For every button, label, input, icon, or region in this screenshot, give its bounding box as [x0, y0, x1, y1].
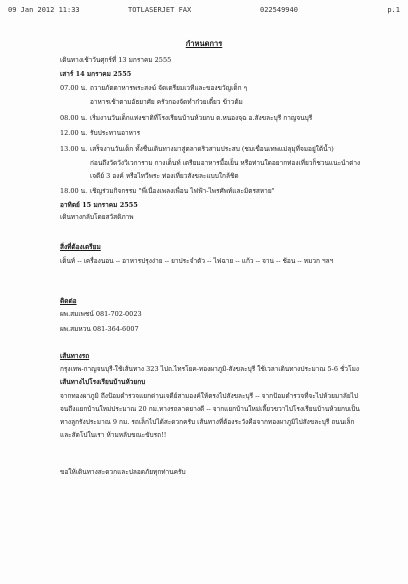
- fax-page: p.1: [387, 6, 400, 14]
- route-heading: เส้นทางรถ: [60, 352, 90, 360]
- fax-number: 022549940: [260, 6, 298, 14]
- schedule-text: เจดีย์ 3 องค์ หรือไทวีพระ ท่องเที่ยวสังขละแบบใกล้ชิด: [90, 172, 239, 180]
- schedule-text: อาหารเช้าตามอัธยาศัย ครัวกองจัดทำก๋วยเตี๋ยว ข้าวต้ม: [90, 98, 243, 106]
- fax-sender: TOTLASERJET FAX: [128, 6, 192, 14]
- route-subheading: เส้นทางไปโรงเรียนบ้านห้วยกบ: [60, 378, 146, 386]
- day2-text: เดินทางกลับโดยสวัสดิภาพ: [60, 213, 134, 221]
- contact-line: ผพ.สมเพชน์ 081-702-0023: [60, 310, 142, 318]
- fax-header: [8, 6, 400, 16]
- schedule-text: เริ่มงานวันเด็กแห่งชาติที่โรงเรียนบ้านห้วยกบ ต.หนองจฺฉ อ.สังขละบุรี กาญจนบุรี: [90, 114, 313, 122]
- day2-heading: อาทิตย์ 15 มกราคม 2555: [60, 201, 138, 209]
- departure-line: เดินทางเช้าวันศุกร์ที่ 13 มกราคม 2555: [60, 56, 172, 64]
- schedule-time: 07.00 น.: [60, 84, 88, 92]
- schedule-text: รับประทานอาหาร: [90, 129, 141, 137]
- schedule-text: เสร็จงานวันเด็ก ทั้งชื่นเดินทางมาสู่ตลาดริวสามประสบ (ชมเขื่อนเทพแม่ลุมุที่จมอยู่ใต้น้ำ): [90, 145, 334, 153]
- schedule-text: เชิญร่วมกิจกรรม "พี่เนื่องเพลงเพื่อน ไฟฟ้า-ไพรศัพท์และมิตรสหาย": [90, 187, 275, 195]
- schedule-time: 12.00 น.: [60, 129, 88, 137]
- schedule-text: ก่อนถึงวัดวังวิเวการาม กางเต็นท์ เตรียมอาหารมื้อเย็น หรือท่านใดอยากท่องเที่ยวก็ชวนแนะนำต่าง: [90, 159, 361, 167]
- schedule-time: 18.00 น.: [60, 187, 88, 195]
- route-line: กรุงเทพ-กาญจนบุรี-ใช้เส้นทาง 323 ไปถ.ไทรโยค-ทองผาภูมิ-สังขละบุรี ใช้เวลาเดินทางประมาณ 5-6 ชั่วโมง: [60, 365, 360, 373]
- contact-line: ผพ.สมหวน 081-364-6007: [60, 325, 139, 333]
- schedule-time: 13.00 น.: [60, 145, 88, 153]
- day1-heading: เสาร์ 14 มกราคม 2555: [60, 70, 132, 78]
- contact-heading: ติดต่อ: [60, 297, 77, 305]
- document-title: กำหนดการ: [185, 39, 223, 48]
- prepare-heading: สิ่งที่ต้องเตรียม: [60, 243, 101, 251]
- prepare-text: เต็นท์ -- เครื่องนอน -- อาหารปรุงง่าย -- ยาประจำตัว -- ไฟฉาย -- แก้ว -- จาน -- ช้อน -- หมวก ฯลฯ: [60, 257, 334, 265]
- route-paragraph-line: จากทองผาภูมิ ถึงป้อมตำรวจแยกด่านเจดีย์สามองค์ให้ตรงไปสังขละบุรี -- จากป้อมตำรวจที่จะไปห้วยมาลัยไป: [60, 392, 359, 400]
- route-paragraph-line: ทางลูกรังประมาณ 9 กม. รถเล็กไปได้สะดวกครับ เส้นทางที่ต้องระวังคือจากทองผาภูมิไปสังขละบุรี ถนนเล็ก: [60, 418, 355, 426]
- schedule-text: ถวายภัตตาหารพระสงฆ์ จัดเตรียมเวทีและของขวัญเด็ก ๆ: [90, 84, 248, 92]
- route-paragraph-line: จนถึงแยกบ้านใหม่ประมาณ 20 กม.ทางรถลาดยางดี -- จากแยกบ้านใหม่เลี้ยวขวาไปโรงเรียนบ้านห้วยกบเป็น: [60, 405, 360, 413]
- closing-line: ขอให้เดินทางสะดวกและปลอดภัยทุกท่านครับ: [60, 468, 186, 476]
- schedule-time: 08.00 น.: [60, 114, 88, 122]
- route-paragraph-line: และสัดโปในเรา ห้ามหลับขณะขับรถ!!: [60, 431, 167, 439]
- fax-date: 09 Jan 2012 11:33: [8, 6, 80, 14]
